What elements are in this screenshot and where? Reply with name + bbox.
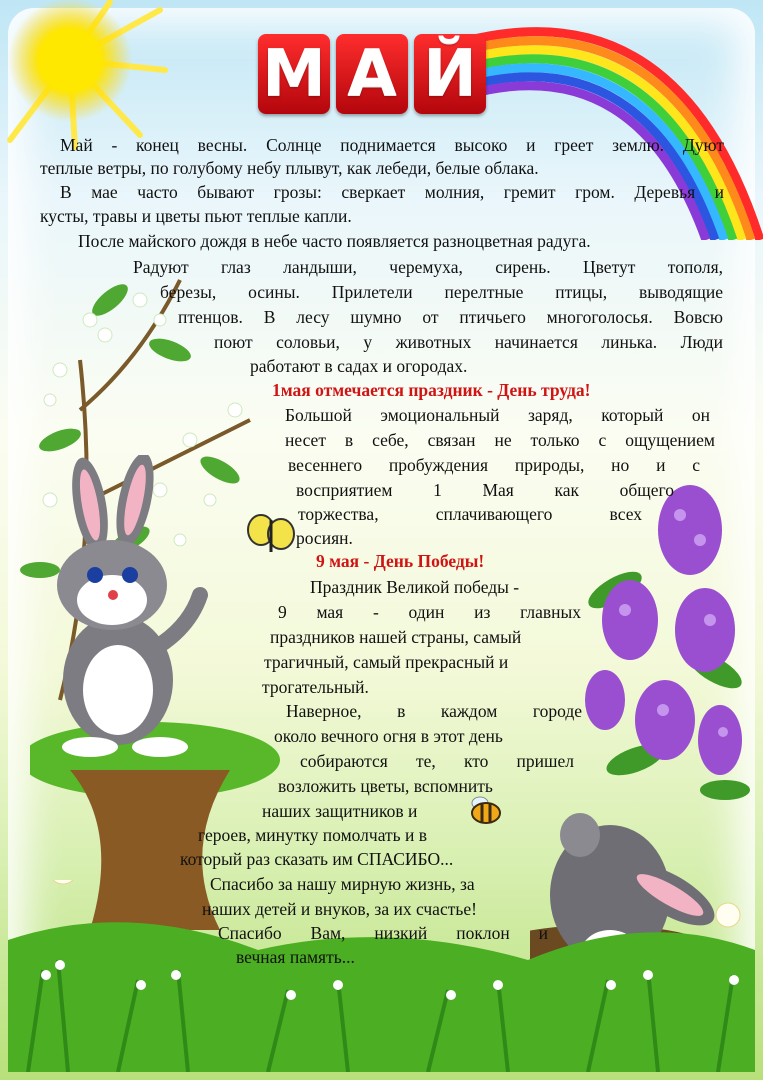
victory-day-heading: 9 мая - День Победы! (316, 551, 485, 571)
text-line: Большой эмоциональный заряд, который он (285, 405, 710, 425)
text-line: наших детей и внуков, за их счастье! (202, 899, 477, 919)
text-line: праздников нашей страны, самый (270, 627, 522, 647)
text-line: Наверное, в каждом городе (286, 701, 582, 721)
title-letter: Й (423, 37, 477, 111)
text-line: наших защитников и (262, 801, 418, 821)
text-line: Радуют глаз ландыши, черемуха, сирень. Цветут тополя, (133, 257, 723, 277)
title-tile (336, 34, 408, 114)
text-line: После майского дождя в небе часто появляется разноцветная радуга. (78, 231, 591, 251)
text-line: Май - конец весны. Солнце поднимается высоко и греет землю. Дуют (60, 135, 724, 155)
text-line: росиян. (296, 528, 353, 548)
text-line: который раз сказать им СПАСИБО... (180, 849, 454, 869)
bunny-left-illustration (50, 455, 210, 765)
title-letter: М (262, 37, 326, 111)
title-tile (258, 34, 330, 114)
title-letter: А (347, 37, 397, 111)
text-line: кусты, травы и цветы пьют теплые капли. (40, 206, 352, 226)
text-line: работают в садах и огородах. (250, 356, 468, 376)
text-line: собираются те, кто пришел (300, 751, 574, 771)
text-line: вечная память... (236, 947, 355, 967)
text-line: В мае часто бывают грозы: сверкает молния, гремит гром. Деревья и (60, 182, 724, 202)
text-line: трогательный. (262, 677, 369, 697)
text-line: весеннего пробуждения природы, но и с (288, 455, 700, 475)
text-line: Спасибо за нашу мирную жизнь, за (210, 874, 475, 894)
text-line: птенцов. В лесу шумно от птичьего многоголосья. Вовсю (178, 307, 723, 327)
text-line: 9 мая - один из главных (278, 602, 581, 622)
text-line: березы, осины. Прилетели перелтные птицы, выводящие (160, 282, 723, 302)
text-line: теплые ветры, по голубому небу плывут, как лебеди, белые облака. (40, 158, 539, 178)
text-line: возложить цветы, вспомнить (278, 776, 493, 796)
text-line: торжества, сплачивающего всех (298, 504, 642, 524)
text-line: восприятием 1 Мая как общего (296, 480, 674, 500)
sun-icon (0, 0, 170, 150)
bee-icon (468, 795, 504, 825)
page-title (258, 34, 486, 114)
text-line: Спасибо Вам, низкий поклон и (218, 923, 548, 943)
text-line: трагичный, самый прекрасный и (264, 652, 509, 672)
text-line: около вечного огня в этот день (274, 726, 503, 746)
butterfly-icon (246, 512, 296, 557)
text-line: Праздник Великой победы - (310, 577, 520, 597)
title-tile (414, 34, 486, 114)
text-line: героев, минутку помолчать и в (198, 825, 428, 845)
text-line: несет в себе, связан не только с ощущением (285, 430, 715, 450)
text-line: поют соловьи, у животных начинается линька. Люди (214, 332, 723, 352)
labor-day-heading: 1мая отмечается праздник - День труда! (272, 380, 591, 400)
